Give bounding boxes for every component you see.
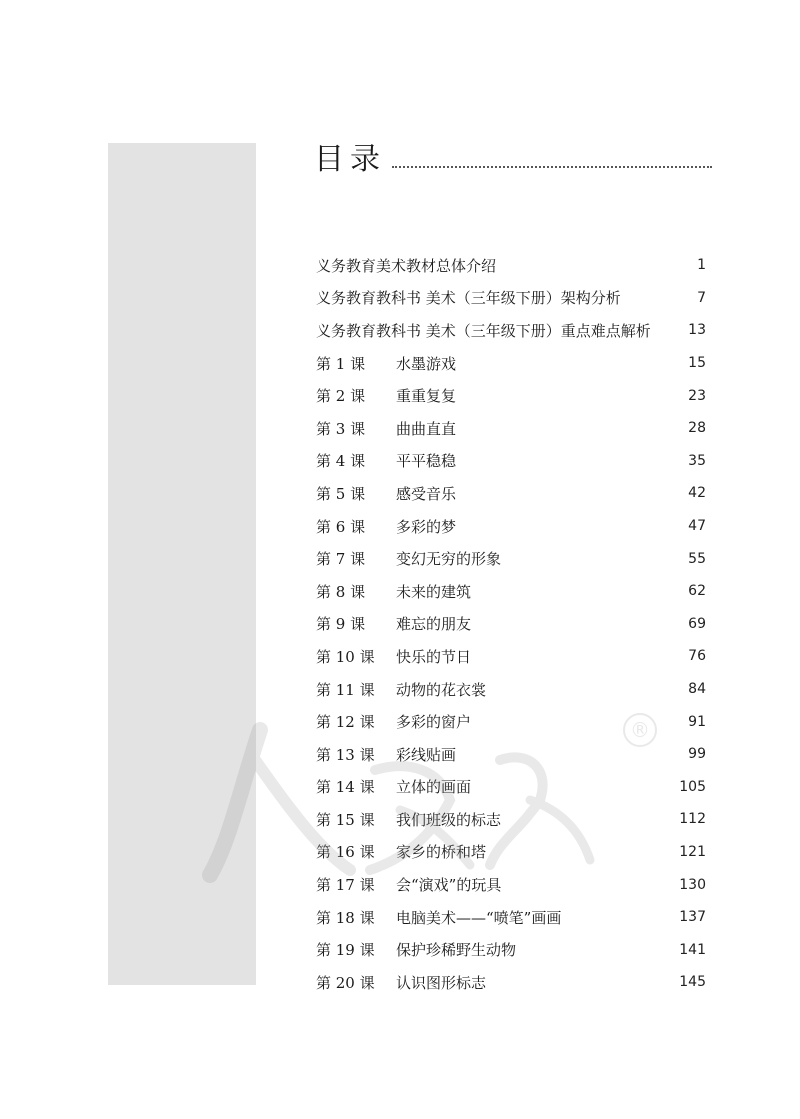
page-number: 130 (679, 876, 706, 893)
toc-entry[interactable] (316, 705, 706, 738)
entry-title: 感受音乐 (396, 484, 457, 503)
page-number: 62 (688, 583, 706, 600)
toc-entry[interactable] (316, 901, 706, 934)
page-number: 76 (688, 648, 706, 665)
registered-mark: ® (630, 718, 650, 742)
page-number: 15 (688, 355, 706, 372)
lesson-number: 第 9 课 (316, 615, 366, 634)
toc-entry[interactable] (316, 477, 706, 510)
entry-title: 认识图形标志 (396, 973, 487, 992)
toc-entry[interactable] (316, 412, 706, 445)
page-number: 99 (688, 746, 706, 763)
page-number: 105 (679, 778, 706, 795)
page-number: 121 (679, 843, 706, 860)
entry-title: 未来的建筑 (396, 582, 472, 601)
lesson-number: 第 12 课 (316, 713, 375, 732)
lesson-number: 第 16 课 (316, 843, 375, 862)
toc-list (316, 249, 706, 999)
entry-title: 义务教育教科书 美术（三年级下册）架构分析 (316, 289, 621, 308)
toc-entry[interactable] (316, 510, 706, 543)
entry-title: 家乡的桥和塔 (396, 843, 487, 862)
lesson-number: 第 1 课 (316, 354, 366, 373)
page-number: 47 (688, 518, 706, 535)
entry-title: 平平稳稳 (396, 452, 457, 471)
entry-title: 义务教育教科书 美术（三年级下册）重点难点解析 (316, 321, 651, 340)
page-number: 23 (688, 387, 706, 404)
page-number: 42 (688, 485, 706, 502)
toc-entry[interactable] (316, 868, 706, 901)
page-number: 141 (679, 941, 706, 958)
lesson-number: 第 17 课 (316, 876, 375, 895)
entry-title: 曲曲直直 (396, 419, 457, 438)
page-number: 69 (688, 615, 706, 632)
entry-title: 多彩的梦 (396, 517, 457, 536)
toc-entry[interactable] (316, 771, 706, 804)
entry-title: 水墨游戏 (396, 354, 457, 373)
entry-title: 难忘的朋友 (396, 615, 472, 634)
page-number: 84 (688, 681, 706, 698)
toc-entry[interactable] (316, 314, 706, 347)
lesson-number: 第 18 课 (316, 908, 375, 927)
lesson-number: 第 5 课 (316, 484, 366, 503)
lesson-number: 第 19 课 (316, 941, 375, 960)
side-band (108, 143, 256, 985)
lesson-number: 第 6 课 (316, 517, 366, 536)
page-number: 55 (688, 550, 706, 567)
toc-entry[interactable] (316, 249, 706, 282)
lesson-number: 第 15 课 (316, 810, 375, 829)
toc-entry[interactable] (316, 575, 706, 608)
entry-title: 义务教育美术教材总体介绍 (316, 256, 497, 275)
page-number: 137 (679, 909, 706, 926)
page-number: 145 (679, 974, 706, 991)
entry-title: 电脑美术——“喷笔”画画 (396, 908, 562, 927)
toc-entry[interactable] (316, 542, 706, 575)
toc-entry[interactable] (316, 347, 706, 380)
page-number: 112 (679, 811, 706, 828)
entry-title: 重重复复 (396, 387, 457, 406)
toc-entry[interactable] (316, 608, 706, 641)
page-number: 91 (688, 713, 706, 730)
lesson-number: 第 3 课 (316, 419, 366, 438)
page-number: 1 (697, 257, 706, 274)
toc-entry[interactable] (316, 966, 706, 999)
entry-title: 变幻无穷的形象 (396, 550, 502, 569)
page-number: 28 (688, 420, 706, 437)
entry-title: 动物的花衣裳 (396, 680, 487, 699)
toc-entry[interactable] (316, 282, 706, 315)
entry-title: 会“演戏”的玩具 (396, 876, 502, 895)
lesson-number: 第 8 课 (316, 582, 366, 601)
lesson-number: 第 2 课 (316, 387, 366, 406)
page-number: 13 (688, 322, 706, 339)
entry-title: 多彩的窗户 (396, 713, 472, 732)
page-number: 7 (697, 289, 706, 306)
toc-entry[interactable] (316, 379, 706, 412)
lesson-number: 第 14 课 (316, 778, 375, 797)
toc-entry[interactable] (316, 803, 706, 836)
page-number: 35 (688, 452, 706, 469)
toc-entry[interactable] (316, 738, 706, 771)
title-dot-leader (392, 166, 712, 168)
entry-title: 我们班级的标志 (396, 810, 502, 829)
toc-title: 目录 (314, 142, 386, 177)
lesson-number: 第 13 课 (316, 745, 375, 764)
toc-entry[interactable] (316, 445, 706, 478)
lesson-number: 第 10 课 (316, 647, 375, 666)
toc-entry[interactable] (316, 836, 706, 869)
entry-title: 保护珍稀野生动物 (396, 941, 517, 960)
entry-title: 立体的画面 (396, 778, 472, 797)
entry-title: 彩线贴画 (396, 745, 457, 764)
lesson-number: 第 7 课 (316, 550, 366, 569)
entry-title: 快乐的节日 (396, 647, 472, 666)
lesson-number: 第 11 课 (316, 680, 375, 699)
toc-entry[interactable] (316, 673, 706, 706)
toc-entry[interactable] (316, 640, 706, 673)
lesson-number: 第 4 课 (316, 452, 366, 471)
lesson-number: 第 20 课 (316, 973, 375, 992)
toc-entry[interactable] (316, 933, 706, 966)
toc-header (314, 138, 712, 178)
